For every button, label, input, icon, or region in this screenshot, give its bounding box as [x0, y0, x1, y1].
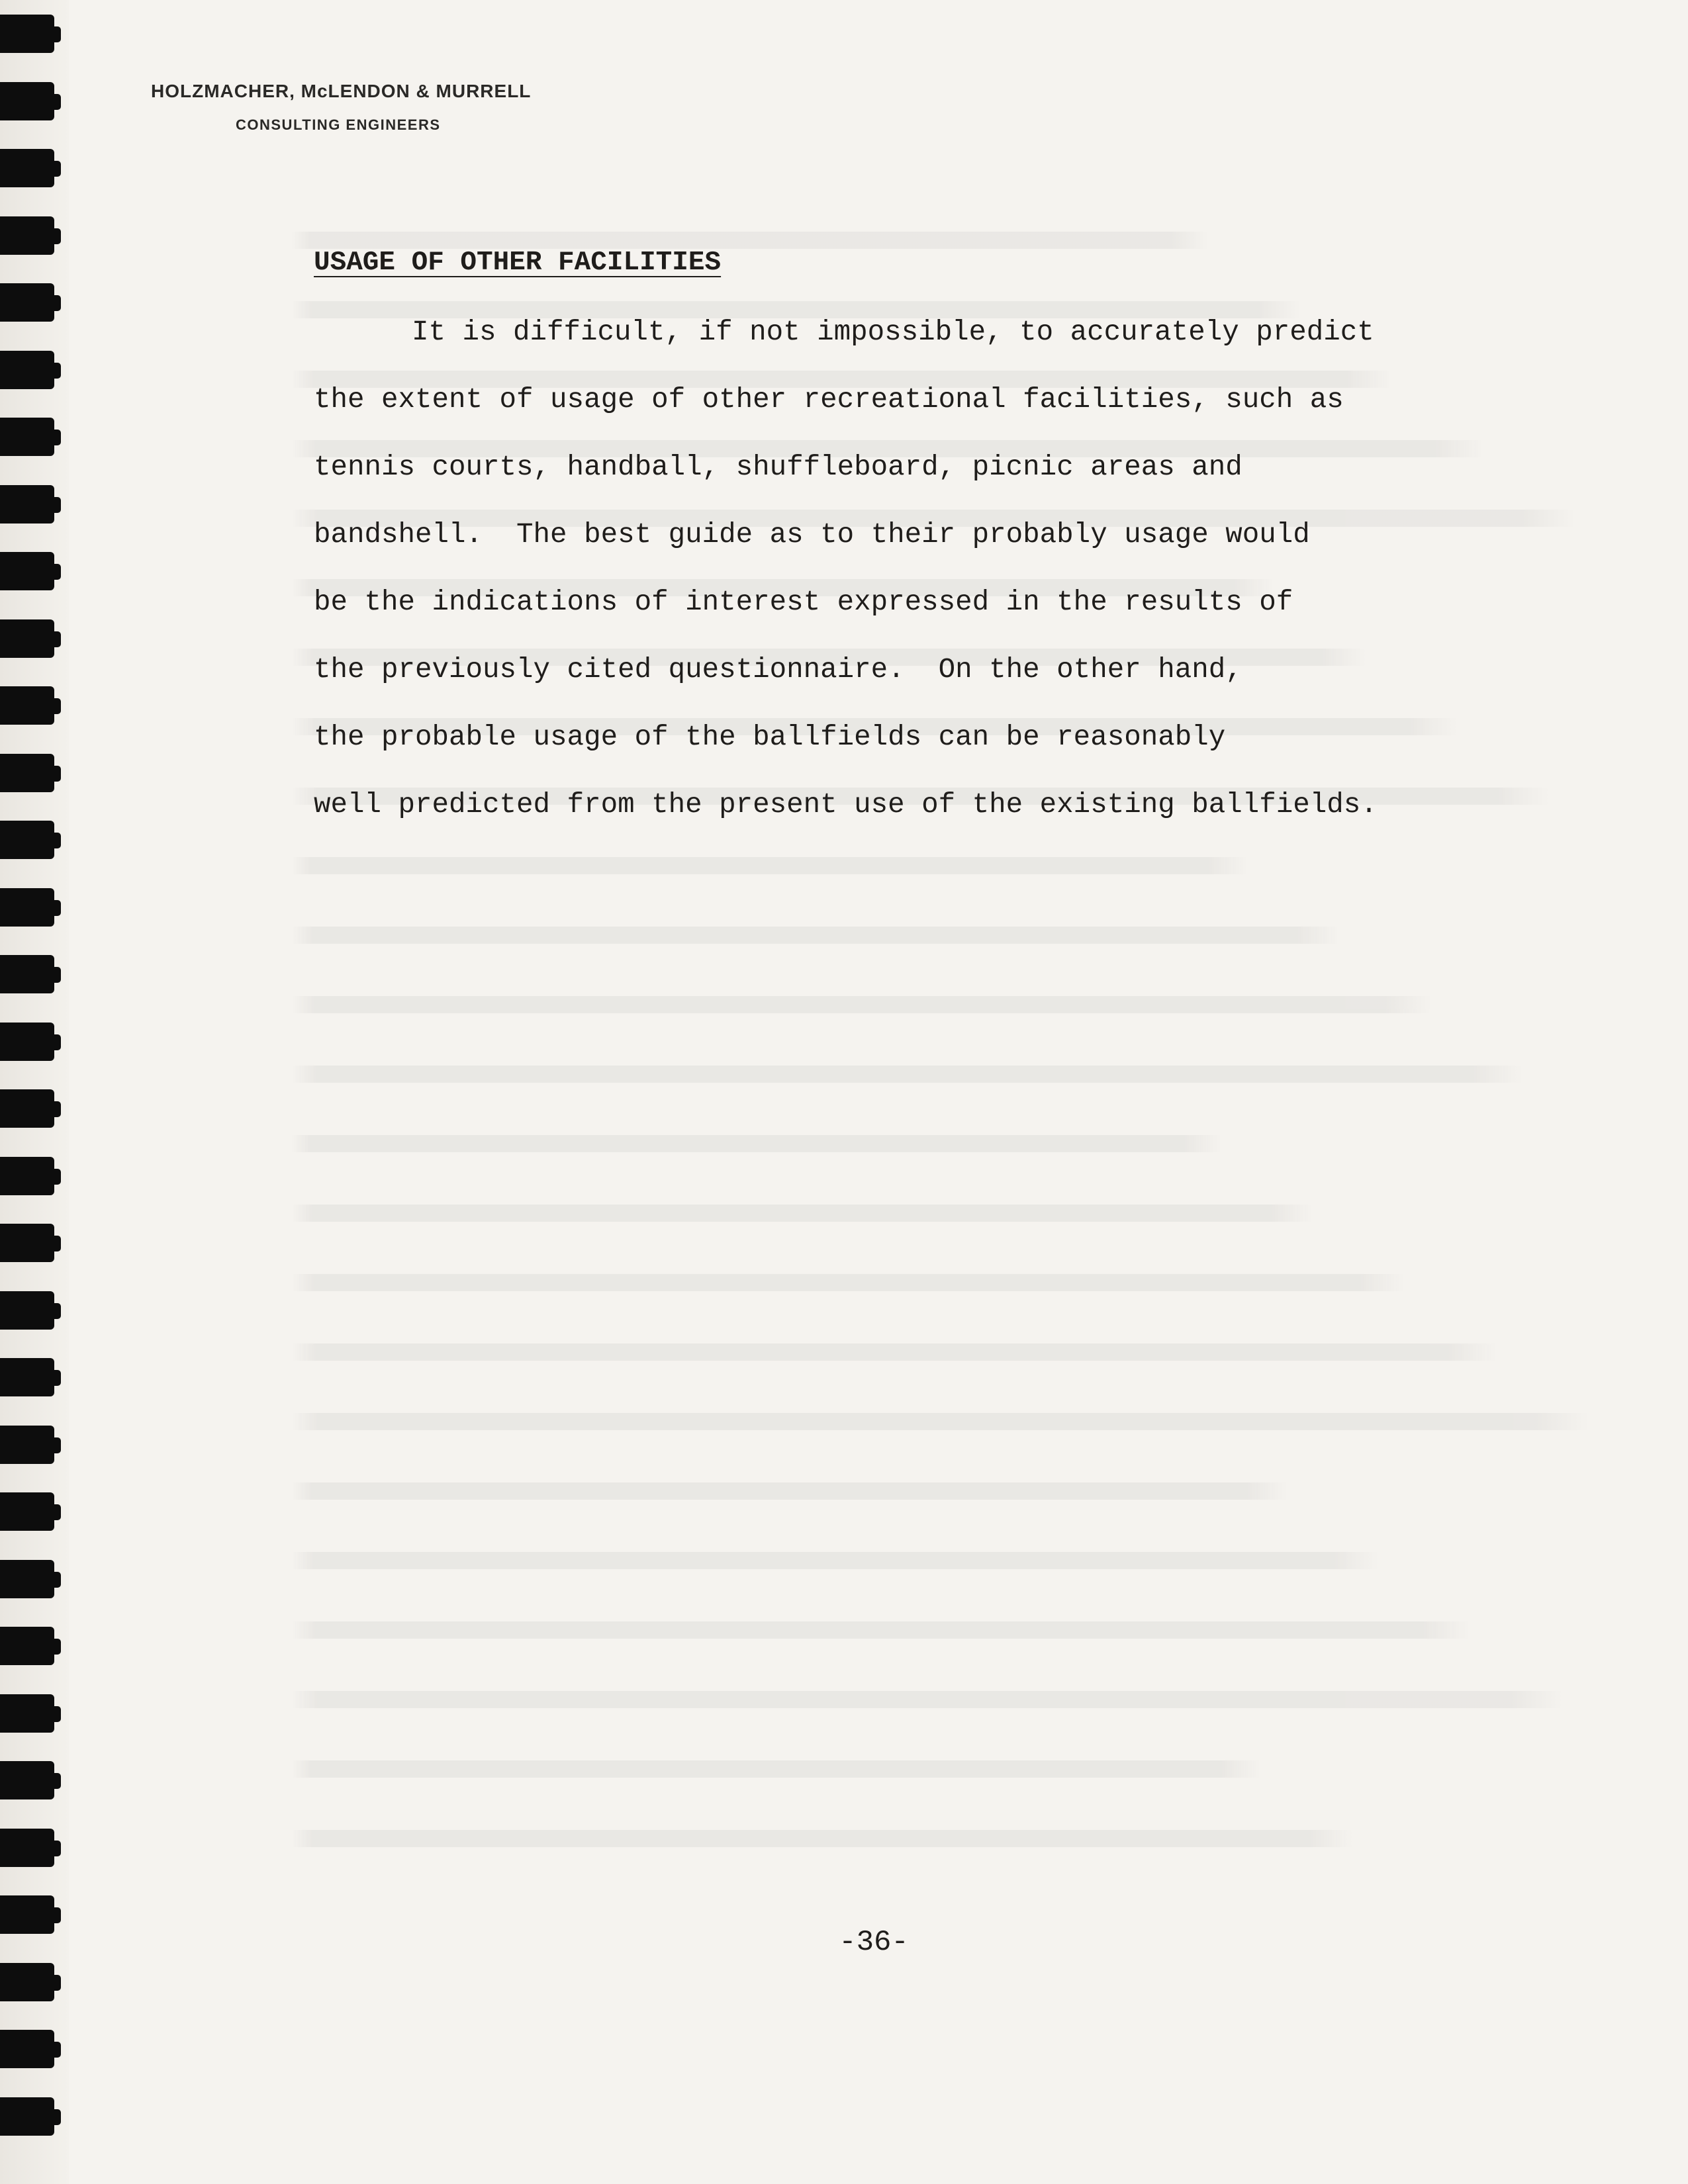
firm-subtitle: CONSULTING ENGINEERS: [236, 116, 441, 133]
binding-tooth: [0, 552, 54, 590]
bleed-line: [291, 1254, 1405, 1324]
binding-tooth: [0, 754, 54, 792]
binding-tooth: [0, 418, 54, 456]
binding-tooth: [0, 216, 54, 255]
binding-tooth: [0, 1560, 54, 1598]
binding-tooth: [0, 351, 54, 389]
page-number: -36-: [839, 1926, 909, 1959]
binding-tooth: [0, 1963, 54, 2001]
bleed-line: [291, 976, 1432, 1046]
binding-tooth: [0, 686, 54, 725]
binding-tooth: [0, 1023, 54, 1061]
paragraph-line: tennis courts, handball, shuffleboard, picnic areas and: [314, 451, 1243, 483]
binding-tooth: [0, 1492, 54, 1531]
binding-tooth: [0, 619, 54, 658]
section-heading: USAGE OF OTHER FACILITIES: [314, 248, 722, 278]
binding-tooth: [0, 1089, 54, 1128]
paragraph-line: well predicted from the present use of the existing ballfields.: [314, 789, 1378, 821]
bleed-line: [291, 1324, 1497, 1393]
paragraph-line: be the indications of interest expressed in the results of: [314, 586, 1293, 618]
binding-tooth: [0, 955, 54, 993]
bleed-line: [291, 1046, 1523, 1115]
bleed-line: [291, 1602, 1471, 1671]
bleed-line: [291, 1741, 1261, 1810]
paragraph-line: bandshell. The best guide as to their probably usage would: [314, 519, 1310, 551]
firm-name: HOLZMACHER, McLENDON & MURRELL: [151, 81, 532, 101]
binding-tooth: [0, 2030, 54, 2068]
binding-tooth: [0, 485, 54, 523]
binding-tooth: [0, 149, 54, 187]
binding-tooth: [0, 1761, 54, 1799]
paragraph-line: the extent of usage of other recreational facilities, such as: [314, 384, 1344, 416]
bleed-line: [291, 1393, 1589, 1463]
binding-tooth: [0, 1426, 54, 1464]
bleed-line: [291, 907, 1340, 976]
binding-tooth: [0, 1694, 54, 1733]
paragraph-line: the previously cited questionnaire. On the other hand,: [314, 654, 1243, 686]
bleed-line: [291, 1115, 1222, 1185]
paragraph-line: the probable usage of the ballfields can be reasonably: [314, 721, 1226, 753]
bleed-line: [291, 1185, 1313, 1254]
spiral-binding: [0, 0, 69, 2184]
binding-tooth: [0, 283, 54, 322]
bleed-line: [291, 1532, 1379, 1602]
binding-tooth: [0, 1829, 54, 1867]
paragraph-line: It is difficult, if not impossible, to accurately predict: [412, 316, 1374, 348]
letterhead: [151, 81, 531, 134]
binding-tooth: [0, 15, 54, 53]
binding-tooth: [0, 1291, 54, 1330]
bleed-line: [291, 1671, 1563, 1741]
binding-tooth: [0, 821, 54, 859]
binding-tooth: [0, 1358, 54, 1396]
binding-tooth: [0, 1224, 54, 1262]
binding-tooth: [0, 1627, 54, 1665]
binding-tooth: [0, 2097, 54, 2136]
binding-tooth: [0, 888, 54, 927]
body-paragraph: [314, 315, 1552, 855]
bleed-line: [291, 1463, 1288, 1532]
binding-tooth: [0, 1157, 54, 1195]
binding-tooth: [0, 82, 54, 120]
bleed-line: [291, 1810, 1353, 1880]
